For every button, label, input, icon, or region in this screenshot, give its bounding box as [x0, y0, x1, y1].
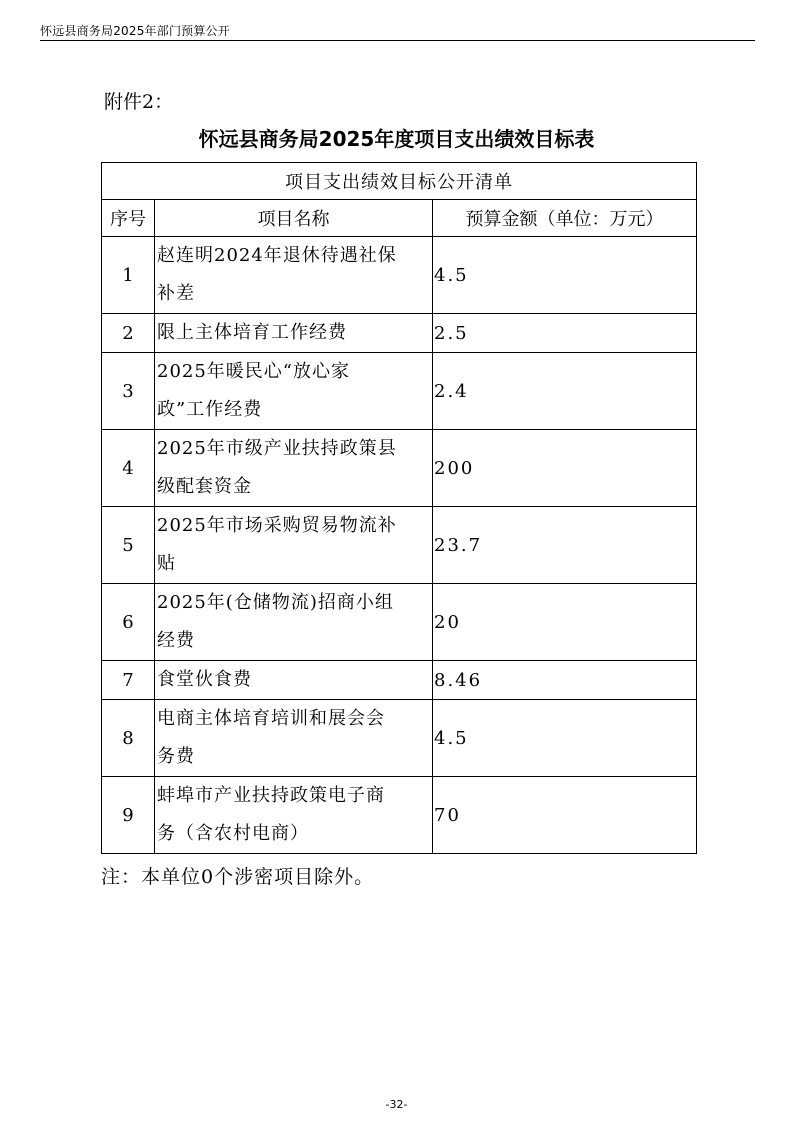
row-amount: 200	[433, 430, 697, 507]
table-row	[102, 430, 697, 507]
running-header: 怀远县商务局2025年部门预算公开	[40, 24, 230, 38]
attachment-label: 附件2：	[104, 91, 174, 113]
row-project-name	[155, 777, 433, 854]
project-name-line: 限上主体培育工作经费	[157, 322, 347, 343]
row-project-name	[155, 314, 433, 353]
project-name-line: 贴	[157, 553, 176, 574]
footnote: 注：本单位0个涉密项目除外。	[101, 866, 375, 888]
column-header-index: 序号	[102, 200, 155, 237]
row-amount: 4.5	[433, 237, 697, 314]
table-row	[102, 661, 697, 700]
row-amount: 23.7	[433, 507, 697, 584]
row-amount: 70	[433, 777, 697, 854]
column-header-name: 项目名称	[155, 200, 433, 237]
header-divider	[40, 40, 755, 41]
row-project-name	[155, 661, 433, 700]
project-name-line: 电商主体培育培训和展会会	[157, 708, 385, 729]
row-index: 6	[102, 584, 155, 661]
table-row	[102, 237, 697, 314]
row-index: 3	[102, 353, 155, 430]
project-name-line: 蚌埠市产业扶持政策电子商	[157, 785, 385, 806]
project-name-line: 2025年市场采购贸易物流补	[157, 515, 397, 536]
project-name-line: 政”工作经费	[157, 399, 263, 420]
row-index: 5	[102, 507, 155, 584]
row-amount: 2.5	[433, 314, 697, 353]
row-amount: 20	[433, 584, 697, 661]
row-index: 4	[102, 430, 155, 507]
project-name-line: 补差	[157, 283, 195, 304]
row-amount: 8.46	[433, 661, 697, 700]
project-name-line: 2025年(仓储物流)招商小组	[157, 592, 394, 613]
row-index: 8	[102, 700, 155, 777]
table-row	[102, 584, 697, 661]
row-project-name	[155, 700, 433, 777]
column-header-amount: 预算金额（单位：万元）	[433, 200, 697, 237]
project-name-line: 2025年暖民心“放心家	[157, 361, 351, 382]
project-name-line: 级配套资金	[157, 476, 252, 497]
row-project-name	[155, 584, 433, 661]
project-name-line: 务费	[157, 746, 195, 767]
project-name-line: 食堂伙食费	[157, 669, 252, 690]
table-row	[102, 314, 697, 353]
page-title: 怀远县商务局2025年度项目支出绩效目标表	[198, 127, 595, 151]
row-index: 9	[102, 777, 155, 854]
row-index: 7	[102, 661, 155, 700]
table-row	[102, 353, 697, 430]
table-row	[102, 507, 697, 584]
project-name-line: 2025年市级产业扶持政策县	[157, 438, 397, 459]
project-name-line: 赵连明2024年退休待遇社保	[157, 245, 397, 266]
page-number: -32-	[385, 1098, 408, 1111]
row-index: 1	[102, 237, 155, 314]
row-amount: 2.4	[433, 353, 697, 430]
row-project-name	[155, 507, 433, 584]
table-row	[102, 700, 697, 777]
table-row	[102, 777, 697, 854]
row-index: 2	[102, 314, 155, 353]
row-amount: 4.5	[433, 700, 697, 777]
row-project-name	[155, 353, 433, 430]
row-project-name	[155, 430, 433, 507]
table-caption: 项目支出绩效目标公开清单	[102, 163, 697, 200]
performance-table	[101, 162, 697, 854]
project-name-line: 务（含农村电商）	[157, 823, 309, 844]
project-name-line: 经费	[157, 630, 195, 651]
row-project-name	[155, 237, 433, 314]
